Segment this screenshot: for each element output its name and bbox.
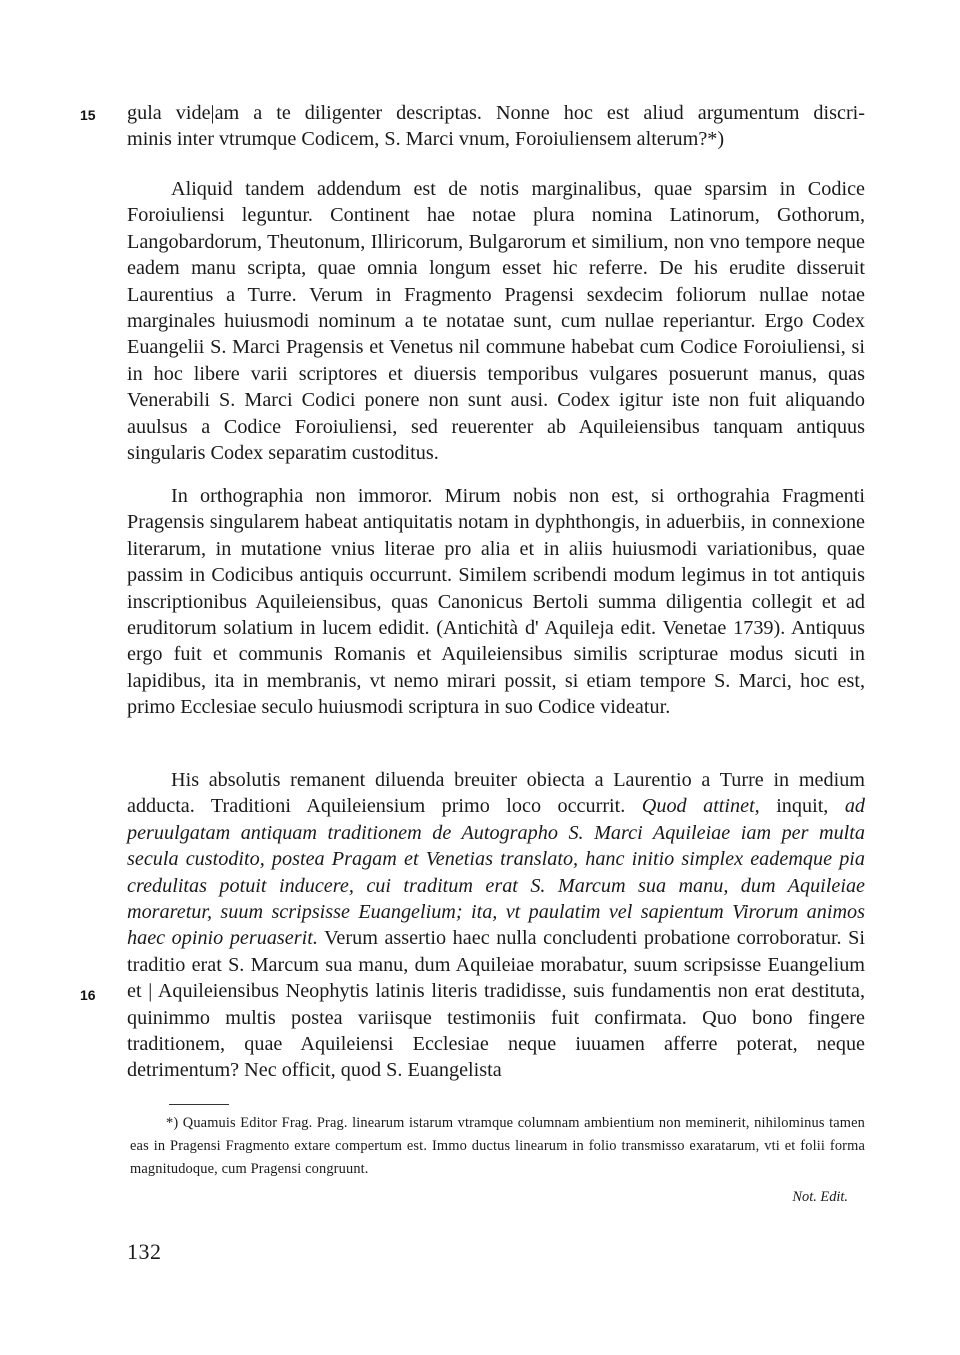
footnote-text: *) Quamuis Editor Frag. Prag. linearum istarum vtramque columnam ambientium non meminerit, nihilominus tamen eas in Pragensi Fragmento extare compertum est. Immo ductus linearum in folio transmisso exaratarum, vti et folii forma magnitudoque, cum Pragensi congruunt. xyxy=(130,1115,865,1177)
continued-paragraph xyxy=(127,100,865,153)
quotation-body: ad peruulgatam antiquam traditionem de Autographo S. Marci Aquileiae iam per multa secula custodito, postea Pragam et Venetias translato, hanc initio simplex eademque pia credulitas potuit inducere, cui traditum erat S. Marcum sua manu, dum Aquileiae moraretur, suum scripsisse Euangelium; ita, vt paulatim vel sapientum Virorum animos haec opinio peruaserit. xyxy=(127,795,865,950)
paragraph-marginal-notes xyxy=(127,176,865,466)
inquit-word: inquit, xyxy=(759,795,845,818)
body-paragraph xyxy=(127,767,865,1084)
text-line: gula vide|am a te diligenter descriptas. Nonne hoc est aliud argumentum discri- xyxy=(127,102,865,124)
footnote xyxy=(130,1112,865,1180)
body-paragraph: In orthographia non immoror. Mirum nobis non est, si orthograhia Fragmenti Pragensis singularem habeat antiquitatis notam in dyphthongis, in aduerbiis, in connexione literarum, in mutatione vnius literae pro alia et in aliis huiusmodi variationibus, quae passim in Codicibus antiquis occurrunt. Similem scribendi modum legimus in tot antiquis inscriptionibus Aquileiensibus, quas Canonicus Bertoli summa diligentia collegit et ad eruditorum solatium in lucem edidit. (Antichità d' Aquileja edit. Venetae 1739). Antiquus ergo fuit et communis Romanis et Aquileiensibus similis scripturae modus sicuti in lapidibus, ita in membranis, vt nemo mirari possit, si etiam tempore S. Marci, hoc est, primo Ecclesiae seculo huiusmodi scriptura in suo Codice videatur. xyxy=(127,485,865,719)
paragraph-intro: His absolutis remanent diluenda breuiter obiecta a Laurentio a Turre in medium adducta. Traditioni Aquileiensium primo loco occurrit. xyxy=(127,769,865,818)
footnote-separator xyxy=(169,1104,229,1105)
body-paragraph: Aliquid tandem addendum est de notis marginalibus, quae sparsim in Codice Foroiuliensi leguntur. Continent hae notae plura nomina Latinorum, Gothorum, Langobardorum, Theutonum, Illiricorum, Bulgarorum et similium, non vno tempore neque eadem manu scripta, quae omnia longum esset hic referre. De his erudite disseruit Laurentius a Turre. Verum in Fragmento Pragensi sexdecim foliorum nullae notae marginales huiusmodi nominum a te notatae sunt, cum nullae reperiantur. Ergo Codex Euangelii S. Marci Pragensis et Venetus nil commune habebat cum Codice Foroiuliensi, si in hoc libere varii scriptores et diuersis temporibus vulgares posuerunt manus, quas Venerabili S. Marci Codici ponere non sunt ausi. Codex igitur iste non fuit aliquando auulsus a Codice Foroiuliensi, sed reuerenter ab Aquileiensibus tanquam antiquus singularis Codex separatim custoditus. xyxy=(127,178,865,465)
footnote-signature: Not. Edit. xyxy=(792,1189,848,1205)
paragraph-tradition xyxy=(127,767,865,1084)
page-number: 132 xyxy=(127,1239,162,1264)
text-line: minis inter vtrumque Codicem, S. Marci vnum, Foroiuliensem alterum?*) xyxy=(127,128,725,151)
paragraph-continuation: Verum assertio haec nulla concludenti probatione corroboratur. Si traditio erat S. Marcum sua manu, dum Aquileiae morabatur, suum scripsisse Euangelium et | Aquileiensibus Neophytis latinis literis tradidisse, suis fundamentis non erat destituta, quinimmo multis postea variisque testimoniis fuit confirmata. Quo bono fingere traditionem, quae Aquileiensi Ecclesiae neque iuuamen afferre poterat, neque detrimentum? Nec officit, quod S. Euangelista xyxy=(127,927,865,1082)
quotation-opening: Quod attinet, xyxy=(641,795,760,818)
margin-line-number: 16 xyxy=(80,987,96,1003)
paragraph-orthography xyxy=(127,483,865,721)
margin-line-number: 15 xyxy=(80,107,96,123)
